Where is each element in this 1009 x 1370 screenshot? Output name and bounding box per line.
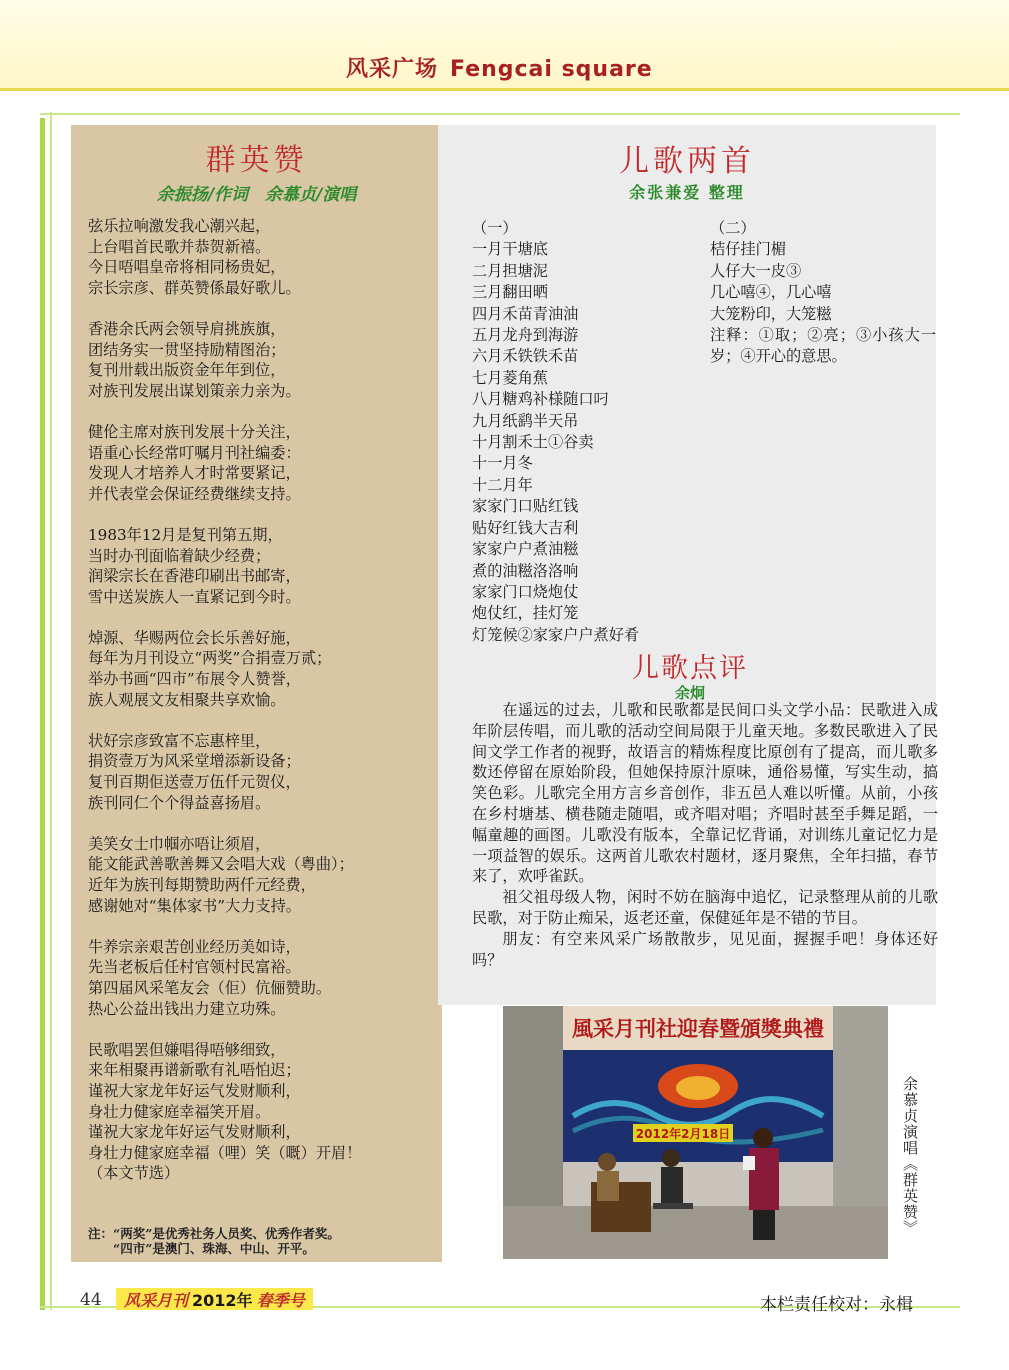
poem-line: 举办书画“四市”布展令人赞誉， <box>88 670 301 689</box>
poem-line: 热心公益出钱出力建立功殊。 <box>88 999 286 1018</box>
song-line: 三月翻田晒 <box>472 283 548 302</box>
song-line: 大笼粉印，大笼糍 <box>710 304 832 323</box>
poem-line: 牛养宗亲艰苦创业经历美如诗， <box>88 937 301 956</box>
review-title: 儿歌点评 <box>632 653 748 684</box>
event-photo <box>503 1006 888 1259</box>
poem-line: 香港余氏两会领导肩挑族旗， <box>88 319 286 338</box>
song-line: 四月禾苗青油油 <box>472 304 579 323</box>
song-line: 桔仔挂门楣 <box>710 240 786 259</box>
poem-line: 美笑女士巾帼亦唔让须眉， <box>88 834 271 853</box>
poem-line: 并代表堂会保证经费继续支持。 <box>88 484 301 503</box>
magazine-name: 风采月刊 <box>124 1291 189 1310</box>
poem-body <box>88 216 438 1205</box>
footnote-line: 注：“两奖”是优秀社务人员奖、优秀作者奖。 <box>88 1226 340 1241</box>
decor-rule-top <box>40 113 960 115</box>
poem-line: 第四届风采笔友会（佢）伉俪赞助。 <box>88 978 331 997</box>
photo-date-text: 2012年2月18日 <box>635 1127 731 1141</box>
poem-line: 上台唱首民歌并恭贺新禧。 <box>88 237 271 256</box>
poem-title: 群英赞 <box>205 143 308 178</box>
poem-line: 发现人才培养人才时常要紧记， <box>88 464 301 483</box>
poem-line: 捐资壹万为风采堂增添新设备； <box>88 752 301 771</box>
poem-stanza <box>88 731 438 813</box>
photo-caption: 余慕贞演唱《群英赞》 <box>901 1076 919 1236</box>
poem-stanza <box>88 937 438 1019</box>
page-number: 44 <box>80 1290 102 1310</box>
song-line: 几心嘻④，几心嘻 <box>710 283 832 302</box>
poem-line: 状好宗彦致富不忘惠梓里， <box>88 731 271 750</box>
song-line: 家家门口烧炮仗 <box>472 582 579 601</box>
poem-stanza <box>88 216 438 298</box>
song-line: 九月纸鹞半天吊 <box>472 411 579 430</box>
poem-line: 复刊卅载出版资金年年到位， <box>88 361 286 380</box>
song-line: 十一月冬 <box>472 454 533 473</box>
song-line: 二月担塘泥 <box>472 261 548 280</box>
footnote-line: “四市”是澳门、珠海、中山、开平。 <box>88 1241 315 1256</box>
poem-line: 谨祝大家龙年好运气发财顺利， <box>88 1123 301 1142</box>
poem-line: 对族刊发展出谋划策亲力亲为。 <box>88 381 301 400</box>
poem-line: 民歌唱罢但嫌唱得唔够细致， <box>88 1040 286 1059</box>
poem-line: 焯源、华赐两位会长乐善好施， <box>88 628 301 647</box>
song-line: 贴好红钱大吉利 <box>472 518 579 537</box>
event-photo-scene <box>503 1006 888 1259</box>
poem-line: 感谢她对“集体家书”大力支持。 <box>88 896 301 915</box>
decor-rule-vertical <box>40 118 45 1310</box>
poem-stanza <box>88 525 438 607</box>
poem-line: 1983年12月是复刊第五期， <box>88 525 283 544</box>
songs-title: 儿歌两首 <box>619 144 755 179</box>
song-line: 家家门口贴红钱 <box>472 497 579 516</box>
song-line: 十二月年 <box>472 475 533 494</box>
song-line: 七月菱角蕉 <box>472 368 548 387</box>
song-line: 家家户户煮油糍 <box>472 540 579 559</box>
song-line: 一月干塘底 <box>472 240 548 259</box>
poem-line: 身壮力健家庭幸福（哩）笑（嘅）开眉！ <box>88 1143 362 1162</box>
poem-stanza <box>88 422 438 504</box>
poem-line: 宗长宗彦、群英赞係最好歌儿。 <box>88 278 301 297</box>
poem-line: 族刊同仁个个得益喜扬眉。 <box>88 793 271 812</box>
review-paragraph: 在遥远的过去，儿歌和民歌都是民间口头文学小品：民歌进入成年阶层传唱，而儿歌的活动空间局限于儿童天地。多数民歌进入了民间文学工作者的视野，故语言的精炼程度比原创有了提高，而儿歌多数还停留在原始阶段，但她保持原汁原味，通俗易懂，写实生动，搞笑色彩。儿歌完全用方言乡音创作，非五邑人难以听懂。从前，小孩在乡村塘基、横巷随走随唱，或齐唱对唱；齐唱时甚至手舞足蹈，一幅童趣的画图。儿歌没有版本，全靠记忆背诵，对训练儿童记忆力是一项益智的娱乐。这两首儿歌农村题材，逐月聚焦，全年扫描，春节来了，欢呼雀跃。 <box>472 701 938 886</box>
poem-line: 复刊百期佢送壹万伍仟元贺仪， <box>88 773 301 792</box>
poem-line: 润梁宗长在香港印刷出书邮寄， <box>88 567 301 586</box>
song-line: 十月割禾土①谷卖 <box>472 433 594 452</box>
poem-stanza <box>88 319 438 401</box>
photo-banner-text: 風采月刊社迎春暨頒獎典禮 <box>572 1017 824 1041</box>
section-header-cn: 风采广场 <box>346 57 439 82</box>
issue-year: 2012年 <box>192 1291 253 1310</box>
song-notes: 注释：①取；②亮；③小孩大一岁；④开心的意思。 <box>710 326 936 366</box>
poem-line: 当时办刊面临着缺少经费； <box>88 546 271 565</box>
magazine-issue <box>116 1288 313 1310</box>
decor-rule-vertical-thin <box>50 112 52 1310</box>
song-line: 人仔大一皮③ <box>710 261 802 280</box>
song-line: 煮的油糍洛洛响 <box>472 561 579 580</box>
songs-credit: 余张兼爱 整理 <box>629 183 745 202</box>
poem-footnote <box>88 1226 438 1256</box>
review-paragraph: 祖父祖母级人物，闲时不妨在脑海中追忆，记录整理从前的儿歌民歌，对于防止痴呆，返老还童，保健延年是不错的节目。 <box>472 888 938 927</box>
proofreader-credit: 本栏责任校对：永楫 <box>760 1295 913 1315</box>
poem-credit: 余振扬/作词 余慕贞/演唱 <box>156 185 357 205</box>
song-two <box>710 218 936 368</box>
poem-line: 雪中送炭族人一直紧记到今时。 <box>88 587 301 606</box>
poem-line: 身壮力健家庭幸福笑开眉。 <box>88 1102 271 1121</box>
poem-stanza <box>88 628 438 710</box>
poem-line: 语重心长经常叮嘱月刊社编委： <box>88 443 301 462</box>
poem-line: 能文能武善歌善舞又会唱大戏（粤曲）； <box>88 855 354 874</box>
photo-caption-box <box>890 1010 936 1259</box>
song-one <box>472 218 702 646</box>
section-header <box>346 52 686 82</box>
song-line: （二） <box>710 219 756 237</box>
poem-line: 弦乐拉响激发我心潮兴起， <box>88 217 271 235</box>
poem-stanza <box>88 834 438 916</box>
poem-line: 谨祝大家龙年好运气发财顺利， <box>88 1081 301 1100</box>
section-header-en: Fengcai square <box>450 57 653 82</box>
review-paragraph: 朋友：有空来风采广场散散步，见见面，握握手吧！身体还好吗？ <box>472 929 938 969</box>
poem-line: 每年为月刊设立“两奖”合捐壹万贰； <box>88 649 332 668</box>
song-line: 灯笼候②家家户户煮好肴 <box>472 625 640 644</box>
poem-stanza <box>88 1040 438 1184</box>
song-line: 六月禾铁铁禾苗 <box>472 347 579 366</box>
song-line: 八月糖鸡补様随口叼 <box>472 390 609 409</box>
poem-line: 族人观展文友相聚共享欢愉。 <box>88 690 286 709</box>
poem-line: 先当老板后任村官领村民富裕。 <box>88 958 301 977</box>
song-line: 炮仗红，挂灯笼 <box>472 604 579 623</box>
poem-line: 来年相聚再谱新歌有礼唔怕迟； <box>88 1061 301 1080</box>
poem-line: 团结务实一贯坚持励精图治； <box>88 340 286 359</box>
song-line: （一） <box>472 219 518 237</box>
issue-season: 春季号 <box>256 1291 305 1310</box>
poem-excerpt-note: （本文节选） <box>88 1164 180 1183</box>
poem-line: 今日唔唱皇帝将相同杨贵妃， <box>88 258 286 277</box>
song-line: 五月龙舟到海游 <box>472 326 579 345</box>
poem-line: 近年为族刊每期赞助两仟元经费， <box>88 876 316 894</box>
review-author: 余炯 <box>674 684 705 702</box>
review-body <box>472 700 938 970</box>
poem-line: 健伦主席对族刊发展十分关注， <box>88 422 301 441</box>
